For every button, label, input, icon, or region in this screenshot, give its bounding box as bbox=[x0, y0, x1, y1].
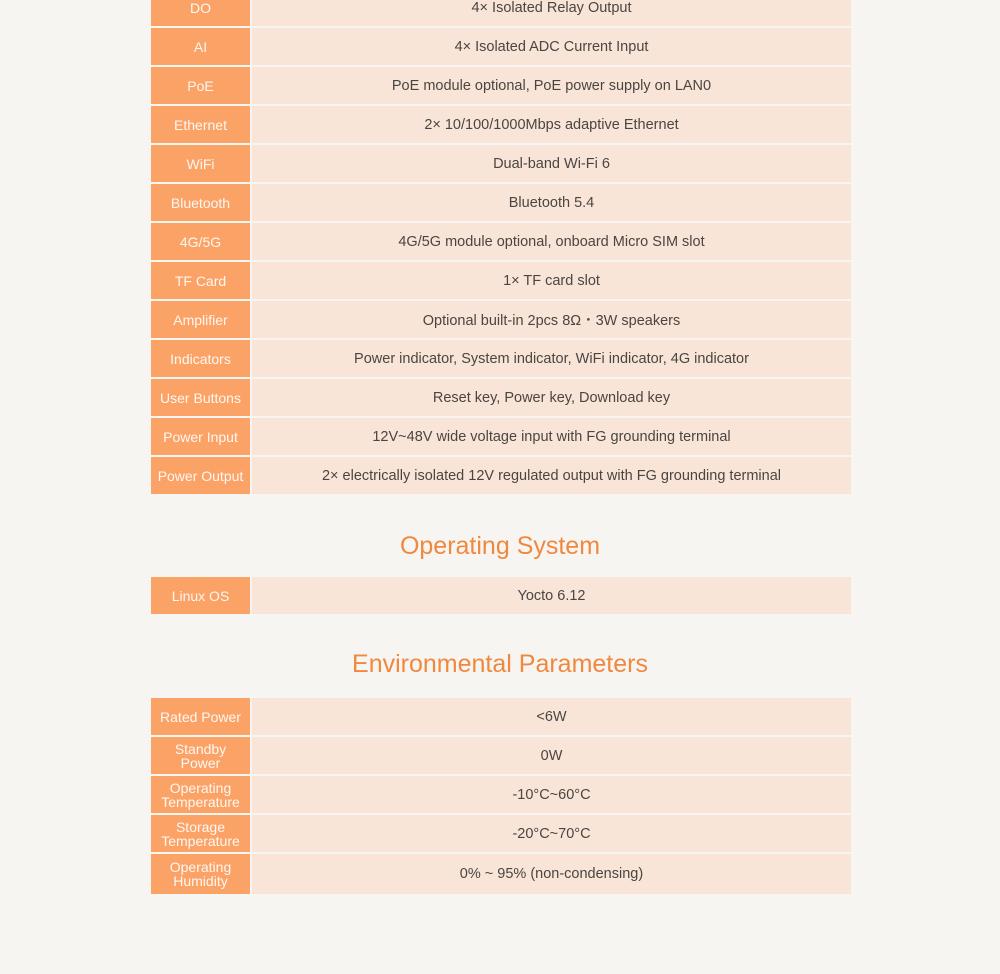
spec-label: Amplifier bbox=[151, 301, 250, 338]
spec-label: Storage Temperature bbox=[151, 815, 250, 852]
os-spec-table bbox=[151, 577, 851, 616]
spec-row-indicators bbox=[151, 340, 851, 377]
spec-value: Power indicator, System indicator, WiFi indicator, 4G indicator bbox=[252, 340, 851, 377]
spec-value: 2× electrically isolated 12V regulated output with FG grounding terminal bbox=[252, 457, 851, 494]
spec-value: Yocto 6.12 bbox=[252, 577, 851, 614]
spec-row-operating-temperature bbox=[151, 776, 851, 813]
spec-label: Ethernet bbox=[151, 106, 250, 143]
spec-label: Rated Power bbox=[151, 698, 250, 735]
spec-value: -10°C~60°C bbox=[252, 776, 851, 813]
spec-value: 0% ~ 95% (non-condensing) bbox=[252, 854, 851, 894]
spec-label: Linux OS bbox=[151, 577, 250, 614]
spec-label: AI bbox=[151, 28, 250, 65]
spec-label: WiFi bbox=[151, 145, 250, 182]
spec-label: TF Card bbox=[151, 262, 250, 299]
hardware-spec-table bbox=[151, 0, 851, 496]
spec-value: 0W bbox=[252, 737, 851, 774]
spec-row-power-input bbox=[151, 418, 851, 455]
spec-value: Bluetooth 5.4 bbox=[252, 184, 851, 221]
spec-row-standby-power bbox=[151, 737, 851, 774]
section-title-os: Operating System bbox=[399, 532, 601, 560]
spec-row-power-output bbox=[151, 457, 851, 494]
spec-label: User Buttons bbox=[151, 379, 250, 416]
spec-row-rated-power bbox=[151, 698, 851, 735]
spec-value: 1× TF card slot bbox=[252, 262, 851, 299]
spec-value: Optional built-in 2pcs 8Ω・3W speakers bbox=[252, 301, 851, 338]
spec-value: <6W bbox=[252, 698, 851, 735]
spec-row-tf-card bbox=[151, 262, 851, 299]
spec-row-operating-humidity bbox=[151, 854, 851, 894]
spec-value: 2× 10/100/1000Mbps adaptive Ethernet bbox=[252, 106, 851, 143]
spec-row-ai bbox=[151, 28, 851, 65]
spec-row-user-buttons bbox=[151, 379, 851, 416]
spec-label: Standby Power bbox=[151, 737, 250, 774]
spec-value: 4× Isolated Relay Output bbox=[252, 0, 851, 26]
env-spec-table bbox=[151, 698, 851, 896]
spec-label: Indicators bbox=[151, 340, 250, 377]
spec-value: Reset key, Power key, Download key bbox=[252, 379, 851, 416]
spec-row-storage-temperature bbox=[151, 815, 851, 852]
spec-value: Dual-band Wi-Fi 6 bbox=[252, 145, 851, 182]
spec-value: 4× Isolated ADC Current Input bbox=[252, 28, 851, 65]
spec-value: PoE module optional, PoE power supply on LAN0 bbox=[252, 67, 851, 104]
spec-value: 4G/5G module optional, onboard Micro SIM slot bbox=[252, 223, 851, 260]
spec-value: -20°C~70°C bbox=[252, 815, 851, 852]
spec-label: Operating Humidity bbox=[151, 854, 250, 894]
spec-label: Power Output bbox=[151, 457, 250, 494]
spec-label: Power Input bbox=[151, 418, 250, 455]
spec-row-cellular bbox=[151, 223, 851, 260]
spec-row-bluetooth bbox=[151, 184, 851, 221]
spec-label: PoE bbox=[151, 67, 250, 104]
spec-value: 12V~48V wide voltage input with FG grounding terminal bbox=[252, 418, 851, 455]
spec-label: Operating Temperature bbox=[151, 776, 250, 813]
spec-label: DO bbox=[151, 0, 250, 26]
section-title-environment: Environmental Parameters bbox=[352, 650, 648, 678]
spec-row-linux-os bbox=[151, 577, 851, 614]
spec-row-amplifier bbox=[151, 301, 851, 338]
spec-label: 4G/5G bbox=[151, 223, 250, 260]
spec-row-wifi bbox=[151, 145, 851, 182]
spec-row-do bbox=[151, 0, 851, 26]
spec-label: Bluetooth bbox=[151, 184, 250, 221]
spec-row-ethernet bbox=[151, 106, 851, 143]
spec-row-poe bbox=[151, 67, 851, 104]
